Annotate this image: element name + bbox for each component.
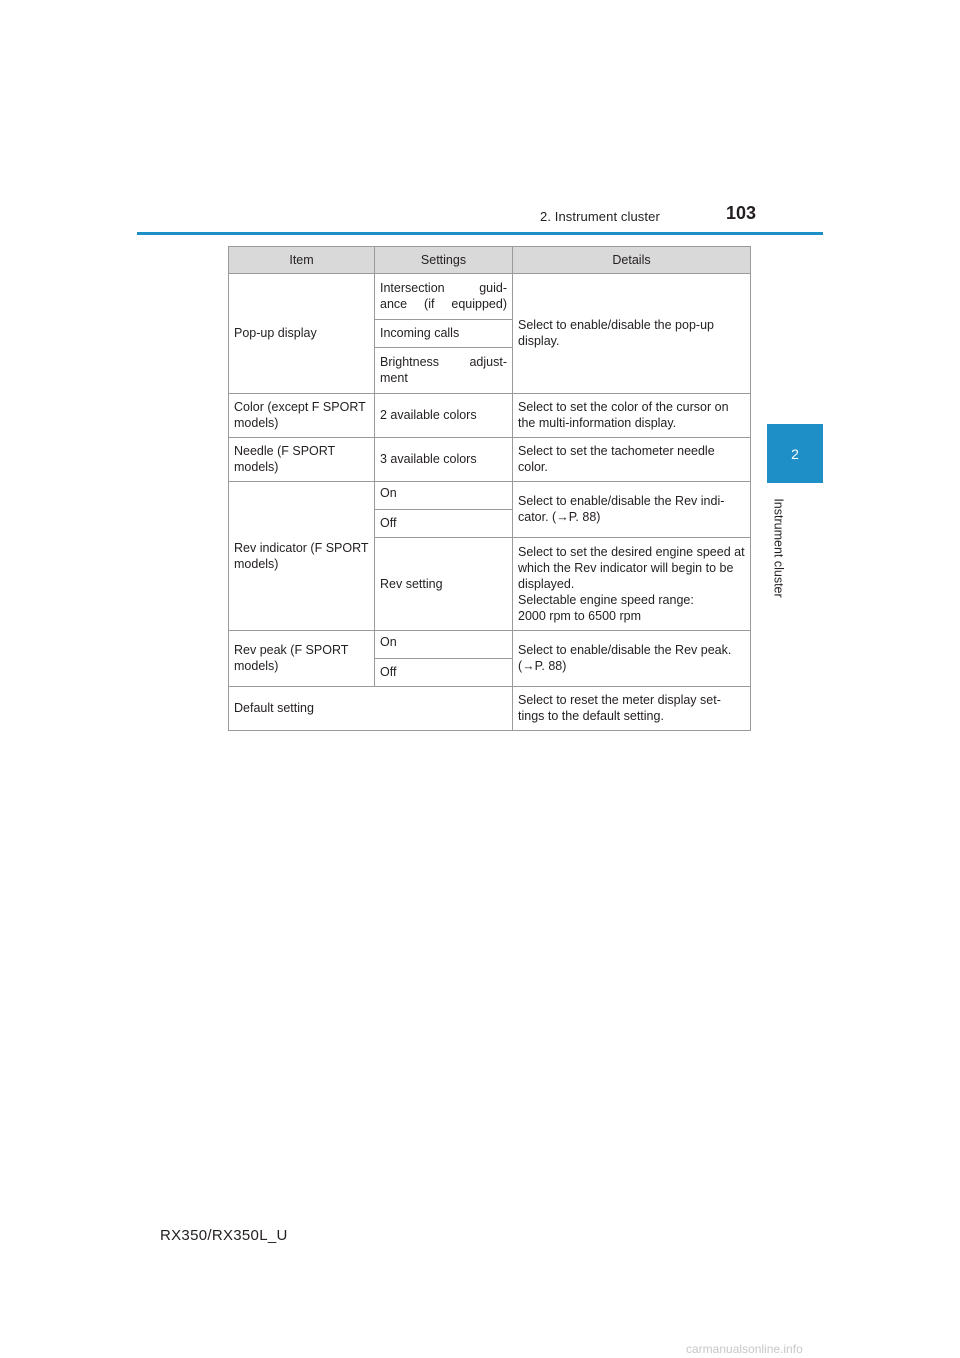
chapter-label: Instrument cluster — [772, 497, 786, 598]
details-cell — [513, 482, 751, 538]
header-settings: Settings — [375, 247, 513, 274]
details-text: Select to enable/disable the Rev peak. (→P. 88) — [518, 643, 732, 673]
page-number: 103 — [726, 203, 757, 223]
item-cell: Rev peak (F SPORT models) — [229, 631, 375, 687]
setting-cell: Off — [375, 659, 513, 687]
item-cell: Pop-up display — [229, 274, 375, 394]
setting-text: Intersection guid- ance (if equipped) — [380, 281, 507, 311]
item-cell: Rev indicator (F SPORT models) — [229, 482, 375, 631]
details-cell: Select to set the tachometer needle color. — [513, 438, 751, 482]
setting-cell: Off — [375, 510, 513, 538]
table-header-row — [229, 247, 751, 274]
chapter-side-label — [761, 490, 797, 605]
table-row — [229, 274, 751, 320]
watermark: carmanualsonline.info — [686, 1342, 803, 1356]
header-divider — [137, 232, 823, 235]
table-row — [229, 482, 751, 510]
setting-cell: 3 available colors — [375, 438, 513, 482]
item-cell: Color (except F SPORT models) — [229, 394, 375, 438]
details-text: Select to set the desired engine speed at which the Rev indicator will begin to be displayed. Selectable engine speed range: 2000 rpm to 6500 rpm — [518, 544, 745, 623]
details-text: Select to reset the meter display set- tings to the default setting. — [518, 693, 721, 723]
setting-cell: Rev setting — [375, 538, 513, 631]
table-row — [229, 438, 751, 482]
details-text: Select to enable/disable the Rev indi- cator. (→P. 88) — [518, 494, 725, 524]
item-cell: Default setting — [229, 687, 513, 731]
model-code: RX350/RX350L_U — [160, 1227, 288, 1244]
settings-table — [228, 246, 751, 731]
details-cell: Select to enable/disable the pop-up display. — [513, 274, 751, 394]
details-cell: Select to set the color of the cursor on the multi-information display. — [513, 394, 751, 438]
details-cell — [513, 631, 751, 687]
table-row — [229, 687, 751, 731]
setting-cell — [375, 274, 513, 320]
setting-text: Brightness adjust- ment — [380, 355, 507, 385]
setting-cell — [375, 348, 513, 394]
setting-cell: Incoming calls — [375, 320, 513, 348]
chapter-tab — [767, 424, 823, 483]
setting-cell: On — [375, 631, 513, 659]
header-item: Item — [229, 247, 375, 274]
table-row — [229, 394, 751, 438]
details-cell — [513, 538, 751, 631]
setting-cell: On — [375, 482, 513, 510]
details-cell — [513, 687, 751, 731]
header-details: Details — [513, 247, 751, 274]
item-cell: Needle (F SPORT models) — [229, 438, 375, 482]
setting-cell: 2 available colors — [375, 394, 513, 438]
chapter-number: 2 — [791, 445, 799, 462]
section-title: 2. Instrument cluster — [540, 209, 660, 224]
table-row — [229, 631, 751, 659]
